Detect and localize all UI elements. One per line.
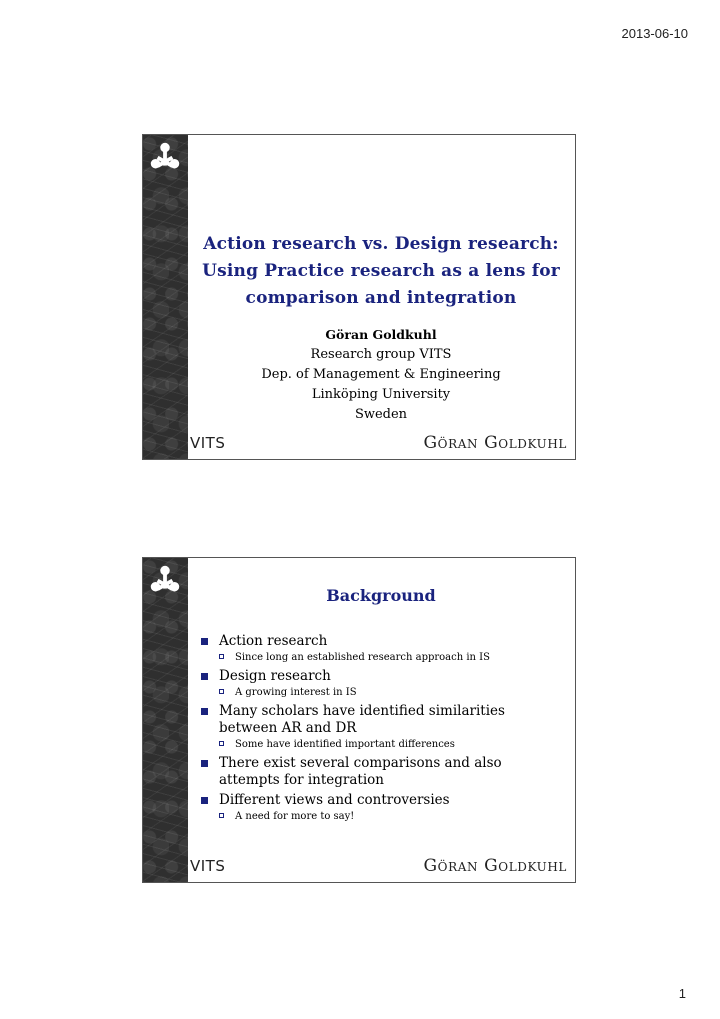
sub-bullet-item: Some have identified important differences bbox=[201, 737, 565, 752]
bullet-line: There exist several comparisons and also bbox=[219, 755, 502, 771]
footer-author-logo: Göran Goldkuhl bbox=[423, 856, 567, 876]
footer-vits-logo: VITS bbox=[190, 434, 226, 452]
bullet-line: attempts for integration bbox=[219, 772, 384, 788]
affiliation-line: Linköping University bbox=[311, 387, 451, 402]
bullet-list bbox=[201, 630, 565, 826]
page-date: 2013-06-10 bbox=[621, 26, 688, 41]
sub-bullet-item: Since long an established research approach in IS bbox=[201, 650, 565, 665]
footer-author-logo: Göran Goldkuhl bbox=[423, 433, 567, 453]
sub-bullet-item: A need for more to say! bbox=[201, 809, 565, 824]
author-block bbox=[191, 325, 571, 425]
page-number: 1 bbox=[678, 986, 686, 1001]
bullet-line: Different views and controversies bbox=[219, 792, 450, 808]
affiliation-line: Research group VITS bbox=[310, 347, 452, 362]
title-line: Using Practice research as a lens for bbox=[202, 261, 560, 281]
university-logo-icon bbox=[146, 139, 184, 177]
title-line: Action research vs. Design research: bbox=[203, 234, 559, 254]
slide-title-text: Background bbox=[326, 586, 436, 605]
slide-sidebar bbox=[143, 135, 188, 459]
affiliation-line: Sweden bbox=[354, 407, 408, 422]
bullet-line: between AR and DR bbox=[219, 720, 357, 736]
bullet-item bbox=[201, 755, 565, 789]
affiliation-line: Dep. of Management & Engineering bbox=[261, 367, 501, 382]
bullet-item bbox=[201, 668, 565, 685]
slide-title bbox=[142, 134, 576, 460]
bullet-item bbox=[201, 703, 565, 737]
bullet-line: Design research bbox=[219, 668, 331, 684]
bullet-item bbox=[201, 633, 565, 650]
footer-vits-logo: VITS bbox=[190, 857, 226, 875]
bullet-line: Action research bbox=[219, 633, 328, 649]
sub-bullet-item: A growing interest in IS bbox=[201, 685, 565, 700]
author-name: Göran Goldkuhl bbox=[325, 327, 437, 342]
slide-title-text bbox=[191, 231, 571, 312]
slide-background bbox=[142, 557, 576, 883]
slide-sidebar bbox=[143, 558, 188, 882]
title-line: comparison and integration bbox=[245, 288, 517, 308]
university-logo-icon bbox=[146, 562, 184, 600]
bullet-item bbox=[201, 792, 565, 809]
bullet-line: Many scholars have identified similarities bbox=[219, 703, 505, 719]
